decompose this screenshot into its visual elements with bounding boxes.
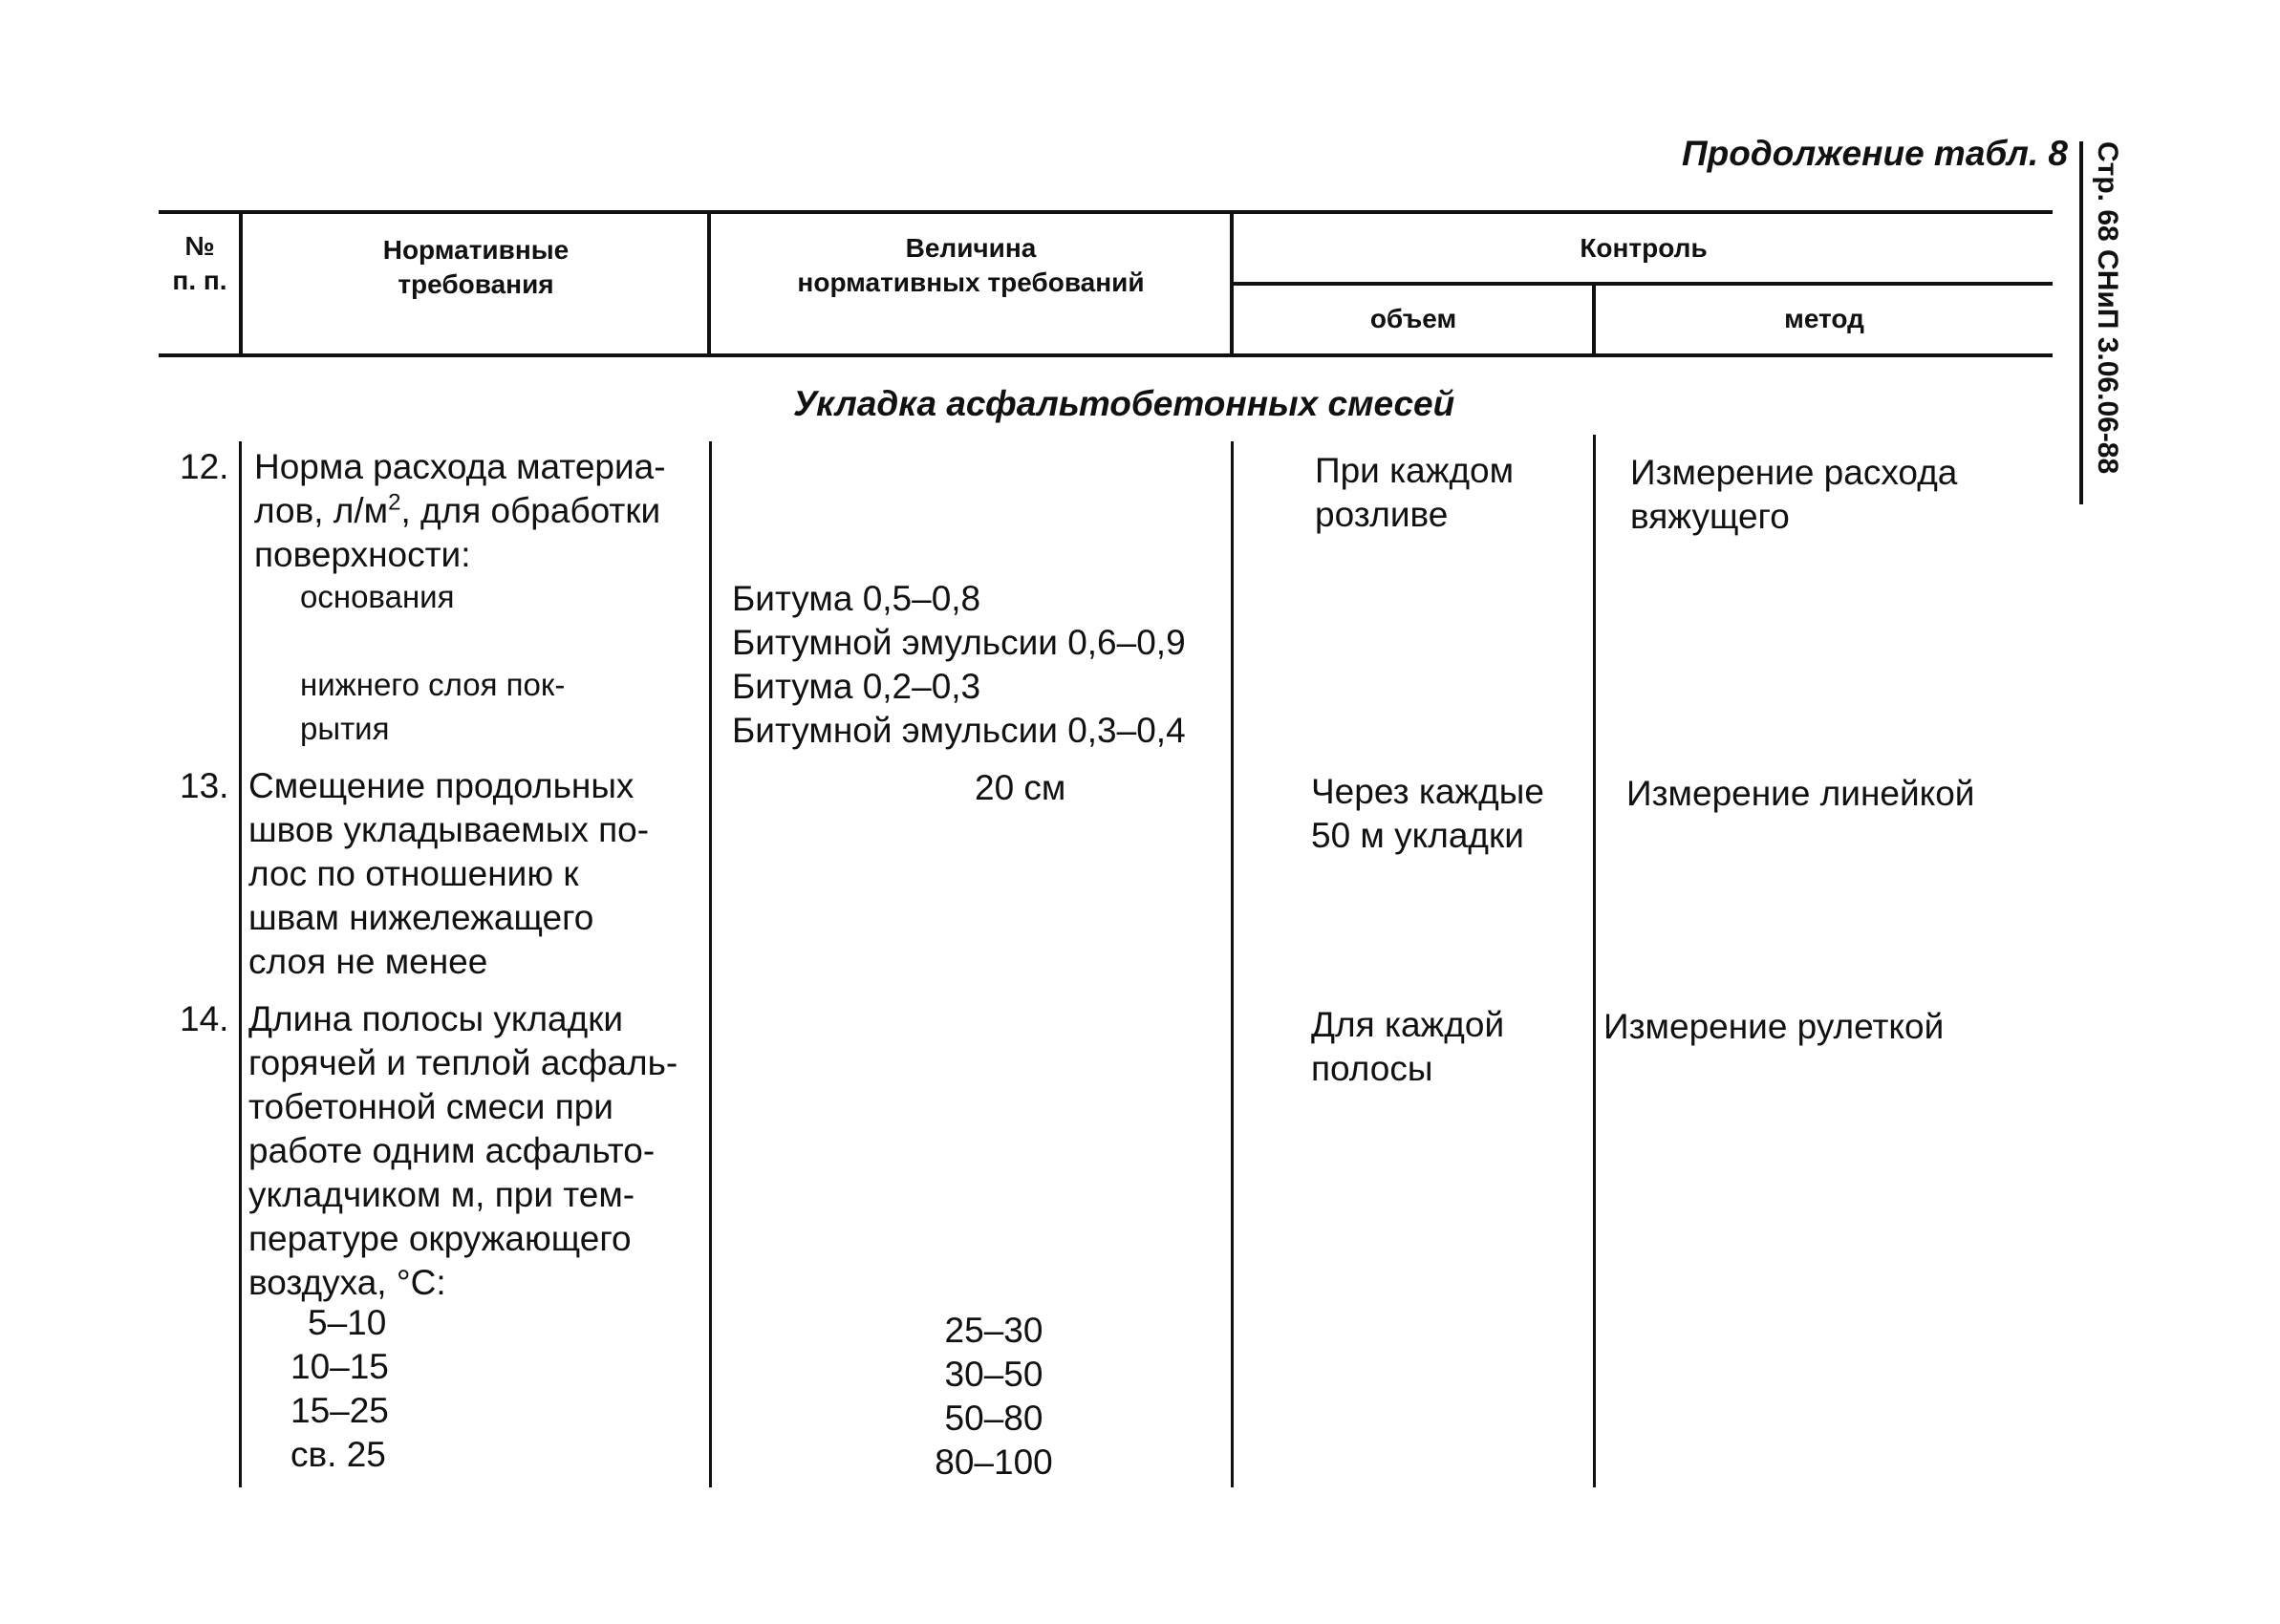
header-col-sep-3 — [1230, 212, 1234, 355]
header-control: Контроль — [1580, 233, 1708, 263]
row-12-method: Измерение расхода вяжущего — [1630, 453, 1958, 536]
header-volume: объем — [1369, 304, 1457, 333]
header-requirements: Нормативные требования — [382, 235, 570, 299]
row-12-volume: При каждом розливе — [1315, 451, 1515, 534]
header-col-sep-2 — [707, 212, 711, 355]
section-title: Укладка асфальтобетонных смесей — [793, 384, 1455, 423]
row-12-values: Битума 0,5–0,8 Битумной эмульсии 0,6–0,9 Битума 0,2–0,3 Битумной эмульсии 0,3–0,4 — [732, 579, 1186, 750]
row-13-value: 20 см — [975, 768, 1066, 807]
header-method: метод — [1784, 304, 1864, 333]
body-col-sep-3 — [1231, 441, 1234, 1487]
row-14-volume: Для каждой полосы — [1311, 1005, 1505, 1088]
side-page-label: Стр. 68 СНиП 3.06.06-88 — [2079, 141, 2131, 504]
row-13-method: Измерение линейкой — [1626, 774, 1975, 813]
header-col-sep-1 — [239, 212, 243, 355]
row-14-num: 14. — [180, 999, 229, 1038]
row-12-num: 12. — [180, 447, 229, 486]
control-divider-rule — [1233, 282, 2053, 286]
row-14-temperatures: 5–10 10–15 15–25 св. 25 — [290, 1303, 389, 1474]
row-13-requirement: Смещение продольных швов укладываемых по- лос по отношению к швам нижележащего слоя не менее — [248, 766, 650, 981]
continuation-title: Продолжение табл. 8 — [1682, 134, 2068, 173]
header-value: Величина нормативных требований — [797, 233, 1145, 297]
row-13-num: 13. — [180, 766, 229, 805]
header-top-rule — [159, 210, 2053, 214]
body-col-sep-2 — [709, 441, 712, 1487]
header-num: № п. п. — [172, 231, 227, 295]
row-13-volume: Через каждые 50 м укладки — [1311, 772, 1544, 855]
body-col-sep-4 — [1593, 435, 1596, 1487]
row-12-sub-base: основания — [300, 579, 455, 614]
row-12-sub-lower-layer: нижнего слоя пок- рытия — [300, 667, 566, 746]
header-bottom-rule — [159, 353, 2053, 357]
row-14-values: 25–30 30–50 50–80 80–100 — [935, 1311, 1053, 1482]
body-col-sep-1 — [239, 441, 242, 1487]
row-14-requirement: Длина полосы укладки горячей и теплой асфаль- тобетонной смеси при работе одним асфальто- укладчиком м, при тем- пературе окружающего воздуха, °С: — [248, 999, 678, 1302]
row-14-method: Измерение рулеткой — [1603, 1007, 1945, 1046]
row-12-requirement: Норма расхода материа- лов, $л/м^2$, для обработки поверхности: — [254, 447, 666, 574]
